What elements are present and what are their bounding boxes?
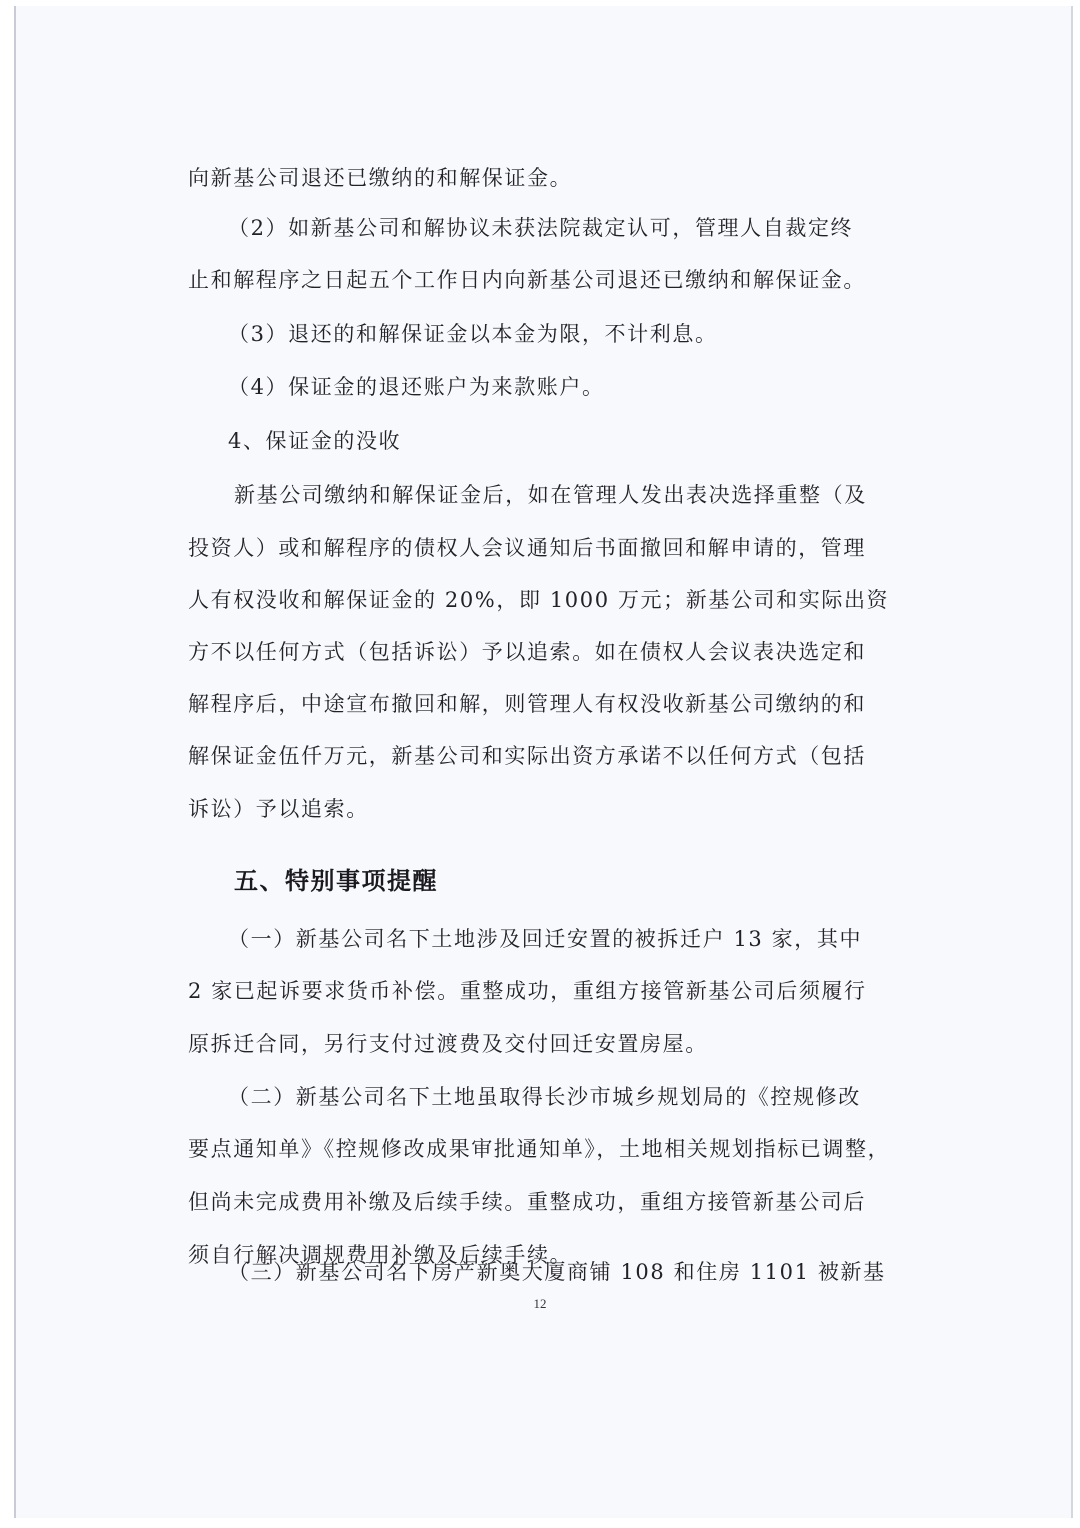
paragraph-line: 解程序后，中途宣布撤回和解，则管理人有权没收新基公司缴纳的和: [188, 692, 866, 716]
paragraph-line: 2 家已起诉要求货币补偿。重整成功，重组方接管新基公司后须履行: [188, 979, 867, 1003]
paragraph-line: 但尚未完成费用补缴及后续手续。重整成功，重组方接管新基公司后: [188, 1190, 866, 1214]
paragraph-line: 投资人）或和解程序的债权人会议通知后书面撤回和解申请的，管理: [188, 536, 866, 560]
paragraph-line: （一）新基公司名下土地涉及回迁安置的被拆迁户 13 家，其中: [228, 927, 863, 951]
paragraph-line: 人有权没收和解保证金的 20%，即 1000 万元；新基公司和实际出资: [188, 588, 890, 612]
paragraph-line: （2）如新基公司和解协议未获法院裁定认可，管理人自裁定终: [228, 216, 854, 240]
paragraph-line: 原拆迁合同，另行支付过渡费及交付回迁安置房屋。: [188, 1032, 708, 1056]
paragraph-line: 诉讼）予以追索。: [188, 797, 369, 821]
paragraph-line: （3）退还的和解保证金以本金为限，不计利息。: [228, 322, 718, 346]
paragraph-line: 向新基公司退还已缴纳的和解保证金。: [188, 166, 573, 190]
paragraph-line: 须自行解决调规费用补缴及后续手续。: [188, 1243, 573, 1267]
paragraph-line: （二）新基公司名下土地虽取得长沙市城乡规划局的《控规修改: [228, 1085, 861, 1109]
paragraph-line: 方不以任何方式（包括诉讼）予以追索。如在债权人会议表决选定和: [188, 640, 866, 664]
page-number: 12: [533, 1296, 547, 1311]
paragraph-line: 要点通知单》《控规修改成果审批通知单》，土地相关规划指标已调整，: [188, 1137, 891, 1161]
paragraph-line: （4）保证金的退还账户为来款账户。: [228, 375, 605, 399]
section-heading: 五、特别事项提醒: [234, 867, 438, 895]
paragraph-line: 新基公司缴纳和解保证金后，如在管理人发出表决选择重整（及: [234, 483, 867, 507]
paragraph-line: （三）新基公司名下房产新奥大厦商铺 108 和住房 1101 被新基: [228, 1260, 886, 1284]
paragraph-line: 解保证金伍仟万元，新基公司和实际出资方承诺不以任何方式（包括: [188, 744, 866, 768]
paragraph-line: 止和解程序之日起五个工作日内向新基公司退还已缴纳和解保证金。: [188, 268, 866, 292]
subheading: 4、保证金的没收: [228, 429, 402, 453]
